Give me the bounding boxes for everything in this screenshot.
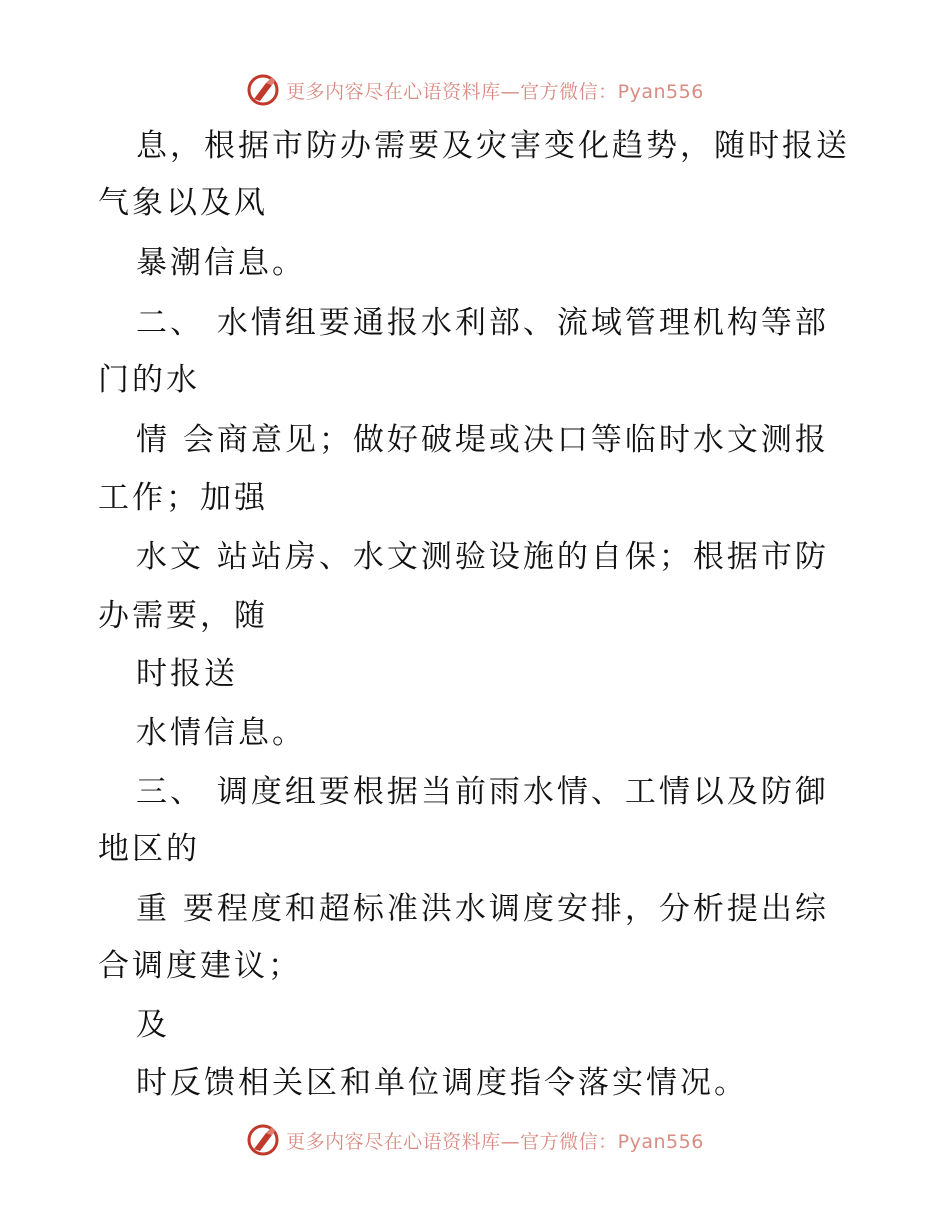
text-line: 时报送	[136, 656, 238, 692]
text-line: 门的水	[98, 362, 200, 398]
text-line: 办需要，随	[98, 598, 268, 634]
text-line: 息，根据市防办需要及灾害变化趋势，随时报送	[136, 128, 850, 164]
text-line: 及	[136, 1007, 170, 1043]
text-line: 二、 水情组要通报水利部、流域管理机构等部	[136, 305, 829, 341]
text-line: 三、 调度组要根据当前雨水情、工情以及防御	[136, 774, 829, 810]
text-line: 重 要程度和超标准洪水调度安排，分析提出综	[136, 891, 829, 927]
text-line: 暴潮信息。	[136, 245, 306, 281]
text-line: 水情信息。	[136, 715, 306, 751]
text-line: 合调度建议；	[98, 948, 302, 984]
text-line: 水文 站站房、水文测验设施的自保；根据市防	[136, 539, 829, 575]
watermark-text: 更多内容尽在心语资料库—官方微信：Pyan556	[286, 1130, 704, 1153]
watermark-text: 更多内容尽在心语资料库—官方微信：Pyan556	[286, 80, 704, 103]
text-line: 地区的	[98, 831, 200, 867]
text-line: 气象以及风	[98, 185, 268, 221]
seal-logo-icon	[246, 1123, 280, 1157]
text-line: 工作；加强	[98, 480, 268, 516]
text-line: 情 会商意见；做好破堤或决口等临时水文测报	[136, 422, 829, 458]
text-line: 时反馈相关区和单位调度指令落实情况。	[136, 1065, 748, 1101]
footer-watermark	[0, 1120, 950, 1160]
